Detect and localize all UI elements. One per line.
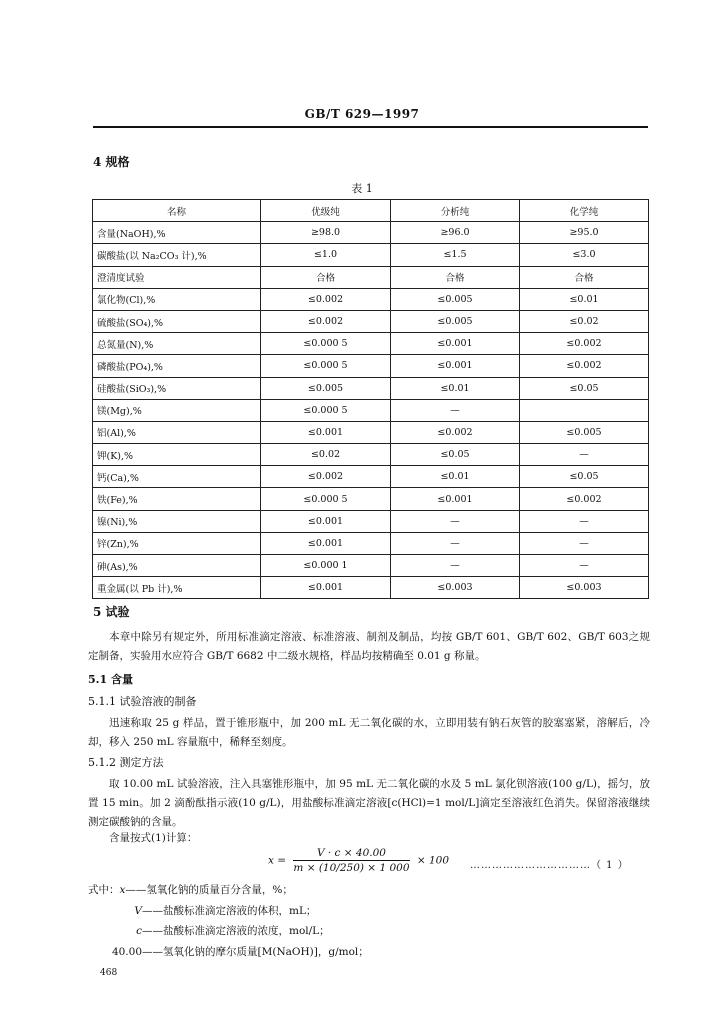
definition-prefix: 式中：: [88, 884, 120, 896]
item-name-cell: 镍(Ni),%: [93, 510, 261, 532]
spec-value-cell: ≤0.002: [520, 333, 649, 355]
spec-value-cell: ≤0.003: [391, 577, 520, 599]
spec-value-cell: —: [520, 510, 649, 532]
equation-number: ……………………………（ 1 ）: [470, 860, 629, 871]
spec-value-cell: ≤0.001: [261, 421, 391, 443]
definition-row: [88, 901, 369, 922]
spec-value-cell: —: [520, 555, 649, 577]
spec-value-cell: ≤0.003: [520, 577, 649, 599]
table-row: [93, 288, 649, 310]
column-header: 化学纯: [520, 200, 649, 222]
spec-value-cell: 合格: [520, 266, 649, 288]
spec-value-cell: ≤0.002: [261, 288, 391, 310]
formula-lhs: x =: [268, 854, 287, 867]
definition-symbol: V: [134, 904, 142, 917]
spec-value-cell: ≤0.002: [520, 355, 649, 377]
table-row: [93, 532, 649, 554]
table-row: [93, 377, 649, 399]
table-row: [93, 510, 649, 532]
item-name-cell: 铁(Fe),%: [93, 488, 261, 510]
table-row: [93, 444, 649, 466]
sample-prep-text: 迅速称取 25 g 样品，置于锥形瓶中，加 200 mL 无二氧化碳的水，立即用装有钠石灰管的胶塞塞紧，溶解后，冷却，移入 250 mL 容量瓶中，稀释至刻度。: [88, 717, 650, 748]
spec-value-cell: ≤0.005: [391, 288, 520, 310]
section-4-title: 4 规格: [93, 155, 130, 169]
definition-symbol: 40.00: [111, 945, 142, 958]
definition-symbol: x: [119, 884, 126, 896]
spec-value-cell: ≤0.000 5: [261, 333, 391, 355]
spec-table: [92, 199, 649, 599]
spec-value-cell: ≤0.002: [520, 488, 649, 510]
subsection-5-1-2: 5.1.2 测定方法: [88, 756, 164, 769]
item-name-cell: 重金属(以 Pb 计),%: [93, 577, 261, 599]
table-header-row: [93, 200, 649, 222]
spec-value-cell: ≤0.002: [391, 421, 520, 443]
spec-value-cell: ≤0.02: [261, 444, 391, 466]
definition-row: [88, 921, 369, 942]
item-name-cell: 澄清度试验: [93, 266, 261, 288]
formula-tail: × 100: [416, 854, 450, 867]
formula-fraction: [293, 847, 409, 874]
formula-numerator: V · c × 40.00: [293, 847, 409, 861]
spec-value-cell: —: [520, 444, 649, 466]
spec-value-cell: ≤1.0: [261, 244, 391, 266]
definition-symbol: c: [136, 925, 142, 937]
item-name-cell: 硫酸盐(SO₄),%: [93, 310, 261, 332]
table-row: [93, 399, 649, 421]
spec-value-cell: ≤0.000 5: [261, 399, 391, 421]
spec-value-cell: ≥98.0: [261, 222, 391, 244]
column-header: 优级纯: [261, 200, 391, 222]
item-name-cell: 含量(NaOH),%: [93, 222, 261, 244]
table-row: [93, 555, 649, 577]
table-row: [93, 333, 649, 355]
spec-value-cell: ≤0.05: [520, 466, 649, 488]
spec-value-cell: ≤0.01: [391, 377, 520, 399]
spec-value-cell: ≥95.0: [520, 222, 649, 244]
spec-value-cell: ≤0.001: [391, 488, 520, 510]
subsection-5-1: 5.1 含量: [88, 673, 133, 686]
header-rule: [93, 126, 648, 128]
subsection-5-1-1: 5.1.1 试验溶液的制备: [88, 695, 197, 708]
definition-text: ——氢氧化钠的质量百分含量，%；: [125, 884, 293, 896]
spec-value-cell: ≤0.005: [261, 377, 391, 399]
column-header: 分析纯: [391, 200, 520, 222]
spec-value-cell: ≤0.05: [520, 377, 649, 399]
calc-intro: 含量按式(1)计算：: [109, 832, 198, 844]
spec-value-cell: ≤0.001: [261, 577, 391, 599]
item-name-cell: 磷酸盐(PO₄),%: [93, 355, 261, 377]
spec-value-cell: ≤0.001: [261, 510, 391, 532]
spec-value-cell: ≤0.05: [391, 444, 520, 466]
spec-value-cell: —: [391, 555, 520, 577]
spec-value-cell: ≤0.01: [520, 288, 649, 310]
item-name-cell: 钾(K),%: [93, 444, 261, 466]
table-row: [93, 355, 649, 377]
spec-value-cell: ≤0.02: [520, 310, 649, 332]
spec-value-cell: ≤0.000 5: [261, 355, 391, 377]
item-name-cell: 铝(Al),%: [93, 421, 261, 443]
item-name-cell: 钙(Ca),%: [93, 466, 261, 488]
spec-value-cell: ≤3.0: [520, 244, 649, 266]
table-row: [93, 577, 649, 599]
section-5-title: 5 试验: [93, 605, 130, 619]
spec-value-cell: ≥96.0: [391, 222, 520, 244]
standard-number-header: GB/T 629—1997: [304, 107, 420, 121]
spec-value-cell: ≤0.005: [520, 421, 649, 443]
item-name-cell: 氯化物(Cl),%: [93, 288, 261, 310]
definition-row: [88, 880, 369, 901]
table-row: [93, 244, 649, 266]
spec-value-cell: —: [391, 532, 520, 554]
spec-value-cell: ≤0.000 5: [261, 488, 391, 510]
spec-value-cell: ≤0.01: [391, 466, 520, 488]
table-row: [93, 310, 649, 332]
formula-1: [268, 847, 449, 874]
item-name-cell: 锌(Zn),%: [93, 532, 261, 554]
spec-value-cell: ≤0.002: [261, 310, 391, 332]
spec-value-cell: ≤0.001: [391, 355, 520, 377]
table-row: [93, 266, 649, 288]
spec-value-cell: ≤0.001: [261, 532, 391, 554]
item-name-cell: 碳酸盐(以 Na₂CO₃ 计),%: [93, 244, 261, 266]
spec-value-cell: ≤0.002: [261, 466, 391, 488]
item-name-cell: 硅酸盐(SiO₃),%: [93, 377, 261, 399]
page-number: 468: [100, 968, 118, 978]
definition-text: ——盐酸标准滴定溶液的浓度，mol/L；: [142, 925, 330, 937]
table-caption: 表 1: [351, 182, 373, 195]
item-name-cell: 总氮量(N),%: [93, 333, 261, 355]
spec-value-cell: ≤0.000 1: [261, 555, 391, 577]
table-row: [93, 466, 649, 488]
spec-value-cell: [520, 399, 649, 421]
spec-value-cell: 合格: [391, 266, 520, 288]
item-name-cell: 镁(Mg),%: [93, 399, 261, 421]
spec-value-cell: —: [391, 399, 520, 421]
table-row: [93, 421, 649, 443]
definition-row: [88, 942, 369, 963]
spec-value-cell: —: [391, 510, 520, 532]
formula-denominator: m × (10/250) × 1 000: [293, 862, 410, 874]
table-row: [93, 222, 649, 244]
method-text: 取 10.00 mL 试验溶液，注入具塞锥形瓶中，加 95 mL 无二氧化碳的水及 5 mL 氯化钡溶液(100 g/L)，摇匀，放置 15 min。加 2 滴酚酞指示液(10 g/L)，用盐酸标准滴定溶液[c(HCl)=1 mol/L]滴定至溶液红色消失。保留溶液继续测定碳酸钠的含量。: [88, 778, 650, 828]
section-5-intro: 本章中除另有规定外，所用标准滴定溶液、标准溶液、制剂及制品，均按 GB/T 601、GB/T 602、GB/T 603之规定制备，实验用水应符合 GB/T 6682 中二级水规格，样品均按精确至 0.01 g 称量。: [88, 631, 650, 662]
column-header: 名称: [93, 200, 261, 222]
definition-text: ——氢氧化钠的摩尔质量[M(NaOH)]，g/mol；: [142, 945, 369, 958]
spec-value-cell: ≤0.005: [391, 310, 520, 332]
item-name-cell: 砷(As),%: [93, 555, 261, 577]
definition-text: ——盐酸标准滴定溶液的体积，mL；: [142, 904, 317, 917]
table-row: [93, 488, 649, 510]
spec-value-cell: 合格: [261, 266, 391, 288]
spec-value-cell: ≤0.001: [391, 333, 520, 355]
spec-value-cell: ≤1.5: [391, 244, 520, 266]
formula-definitions: [88, 880, 369, 962]
spec-value-cell: —: [520, 532, 649, 554]
